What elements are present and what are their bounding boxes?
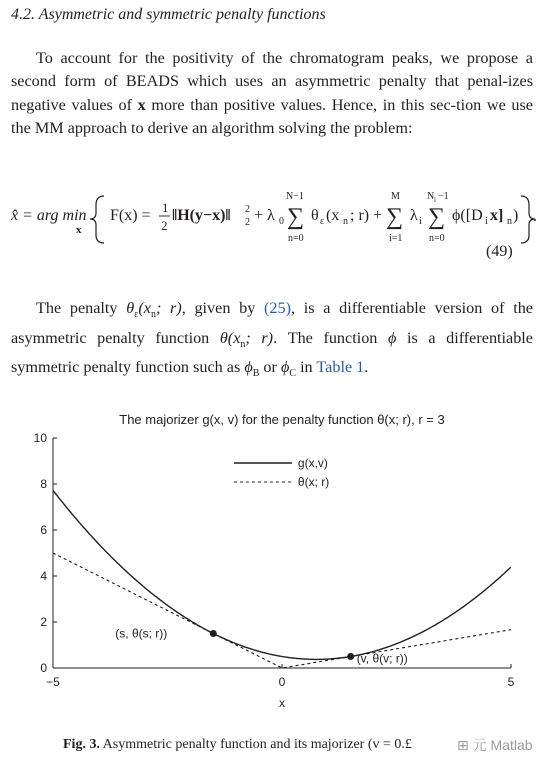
eq-theta-args-sub: n bbox=[343, 216, 348, 227]
eq-half-den: 2 bbox=[161, 218, 168, 233]
point-v bbox=[347, 653, 354, 660]
eq-plus-lambda0: + λ bbox=[254, 207, 275, 224]
y-tick-label-2: 2 bbox=[40, 615, 47, 629]
eq-period: . bbox=[533, 208, 537, 225]
pp-args-end: ; r) bbox=[155, 299, 182, 317]
pp-phiB: ϕ bbox=[244, 358, 253, 377]
chart-title: The majorizer g(x, v) for the penalty function θ(x; r), r = 3 bbox=[119, 412, 445, 427]
pp-t5: is a differentiable symmetric penalty function such as bbox=[11, 328, 533, 377]
eq-norm: ‖H(y−x)‖ bbox=[172, 207, 231, 224]
eq-sum1-bot: n=0 bbox=[288, 233, 304, 244]
eq-sum1-top: N−1 bbox=[286, 191, 304, 202]
point-s bbox=[210, 630, 217, 637]
eq-theta-args: (x bbox=[326, 207, 340, 224]
equation-49 bbox=[0, 185, 539, 265]
legend-label-g: g(x,v) bbox=[297, 456, 328, 470]
pp-phiB-sub: B bbox=[252, 368, 260, 380]
eq-half-num: 1 bbox=[162, 200, 169, 215]
section-heading: 4.2. Asymmetric and symmetric penalty functions bbox=[11, 6, 326, 23]
ref-25-link[interactable]: (25) bbox=[264, 299, 291, 317]
eq-sum3-top-sub: i bbox=[434, 196, 436, 204]
caption-lead: Fig. 3. bbox=[63, 737, 100, 752]
y-tick-label-4: 4 bbox=[40, 569, 47, 583]
pp-t1: The penalty bbox=[36, 299, 127, 317]
pp-theta-sub: ε bbox=[134, 309, 139, 321]
eq-phi-term: ϕ([D bbox=[452, 207, 483, 224]
annotation-v: (v, θ(v; r)) bbox=[356, 651, 408, 666]
pp-t7: in bbox=[296, 358, 317, 377]
pp-theta2: θ(x bbox=[219, 328, 241, 347]
pp-t2: , given by bbox=[181, 299, 265, 317]
eq-lambda-i-sub: i bbox=[419, 216, 422, 227]
eq-norm-sub: 2 bbox=[245, 217, 250, 228]
caption-text: Asymmetric penalty function and its majorizer (v = 0. bbox=[99, 737, 405, 752]
eq-phi-sub-i: i bbox=[485, 216, 488, 227]
intro-text-a: To account for the positivity of the chromatogram peaks, we propose a second form of BEADS which uses an asymmetric penalty that penal-izes negative values of bbox=[11, 49, 533, 114]
eq-sum1-symbol: ∑ bbox=[287, 204, 305, 230]
eq-sum2-bot: i=1 bbox=[389, 233, 403, 244]
eq-lambda0-sub: 0 bbox=[279, 216, 284, 227]
x-tick-label-0: 0 bbox=[278, 675, 286, 689]
eq-theta-args-end: ; r) + bbox=[350, 207, 383, 224]
eq-left-brace bbox=[90, 196, 104, 243]
intro-text-b: more than positive values. Hence, in this sec-tion we use the MM approach to derive an algorithm solving the problem: bbox=[11, 95, 533, 137]
pp-args: (x bbox=[138, 299, 151, 317]
eq-phi-x: x] bbox=[490, 207, 504, 224]
x-tick-label--5: −5 bbox=[46, 675, 60, 689]
figure-3-chart bbox=[0, 405, 539, 715]
watermark-logo: ⊞ 元 Matlab bbox=[457, 737, 533, 753]
y-tick-label-8: 8 bbox=[40, 477, 47, 491]
caption-tail: £ bbox=[404, 737, 412, 752]
eq-lambda-i: λ bbox=[410, 207, 418, 224]
y-tick-label-6: 6 bbox=[40, 523, 47, 537]
equation-number: (49) bbox=[486, 243, 513, 260]
series-theta-line bbox=[53, 553, 511, 668]
eq-min-sub: x bbox=[76, 224, 82, 236]
eq-phi-sub-n: n bbox=[507, 216, 512, 227]
x-tick-label-5: 5 bbox=[507, 675, 515, 689]
eq-norm-sup: 2 bbox=[245, 204, 250, 215]
pp-phiC-sub: C bbox=[289, 368, 297, 380]
eq-F: F(x) = bbox=[110, 207, 151, 224]
legend-label-theta: θ(x; r) bbox=[297, 475, 330, 489]
eq-theta: θ bbox=[311, 207, 319, 224]
pp-phiC: ϕ bbox=[280, 358, 290, 377]
eq-sum2-symbol: ∑ bbox=[386, 204, 404, 230]
pp-theta2-end: ; r) bbox=[245, 328, 274, 347]
pp-t8: . bbox=[364, 358, 369, 377]
pp-t4: . The function bbox=[273, 328, 388, 347]
figure-caption bbox=[63, 737, 412, 753]
intro-paragraph bbox=[11, 47, 533, 140]
eq-phi-end: ) bbox=[513, 207, 519, 224]
eq-sum3-top-end: −1 bbox=[438, 191, 449, 202]
pp-theta2-sub: n bbox=[240, 338, 246, 350]
pp-theta: θ bbox=[126, 299, 135, 317]
annotation-s: (s, θ(s; r)) bbox=[115, 626, 168, 641]
eq-sum3-top: N bbox=[427, 191, 435, 202]
intro-bold-x: x bbox=[137, 95, 146, 114]
pp-phi: ϕ bbox=[387, 328, 397, 347]
eq-sum3-bot: n=0 bbox=[429, 233, 445, 244]
y-tick-label-0: 0 bbox=[40, 661, 47, 675]
x-axis-label: x bbox=[279, 696, 285, 710]
y-tick-label-10: 10 bbox=[33, 431, 47, 445]
eq-sum2-top: M bbox=[391, 191, 400, 202]
pp-t3: , is a differentiable version of the asymmetric penalty function bbox=[11, 299, 533, 347]
pp-t6: or bbox=[259, 358, 281, 377]
eq-lhs: x̂ = arg min bbox=[11, 207, 87, 224]
eq-sum3-symbol: ∑ bbox=[428, 204, 446, 230]
table-1-link[interactable]: Table 1 bbox=[316, 358, 365, 377]
penalty-paragraph bbox=[11, 297, 533, 386]
eq-theta-sub: ε bbox=[320, 216, 325, 227]
pp-args-sub: n bbox=[150, 309, 156, 321]
